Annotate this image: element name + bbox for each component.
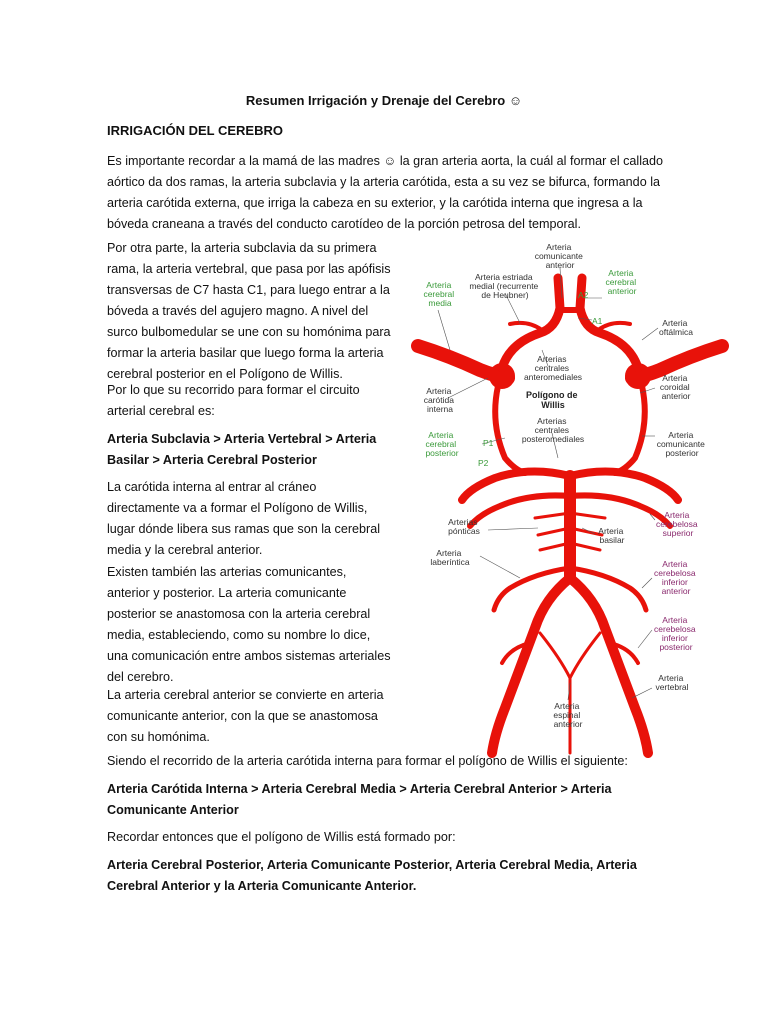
label-cerebral-media: Arteria cerebral media [423,280,455,308]
paragraph-recorrido: Por lo que su recorrido para formar el circuito arterial cerebral es: [107,383,360,418]
route-carotida: Arteria Carótida Interna > Arteria Cerebral Media > Arteria Cerebral Anterior > Arteria Comunicante Anterior [107,782,612,817]
label-oftalmica: Arteria oftálmica [658,318,694,337]
label-a1: A1 [592,316,603,326]
label-cerebral-anterior: Arteria cerebral anterior [605,268,637,296]
label-laberintica: Arteria laberíntica [430,548,470,567]
label-cerebelosa-inferior-posterior: Arteria cerebelosa inferior posterior [654,615,696,652]
paragraph-carotida: La carótida interna al entrar al cráneo directamente va a formar el Polígono de Willis, lugar dónde libera sus ramas que son la cerebral media y la cerebral anterior. [107,480,381,557]
circle-of-willis-diagram [410,238,730,758]
label-espinal-anterior: Arteria espinal anterior [553,701,583,729]
label-cerebelosa-superior: Arteria cerebelosa superior [656,510,698,538]
label-poligono-willis: Polígono de Willis [525,390,578,410]
label-basilar: Arteria basilar [598,526,625,545]
label-a2: A2 [578,290,589,300]
label-centrales-posteromediales: Arterias centrales posteromediales [521,416,585,444]
paragraph-recordar: Recordar entonces que el polígono de Willis está formado por: [107,830,456,844]
document-title: Resumen Irrigación y Drenaje del Cerebro ☺ [245,93,523,108]
route-vertebral: Arteria Subclavia > Arteria Vertebral > Arteria Basilar > Arteria Cerebral Posterior [107,432,377,467]
paragraph-comunicantes: Existen también las arterias comunicantes, anterior y posterior. La arteria comunicante posterior se anastomosa con la arteria cerebral media, estableciendo, como su nombre lo dice, una comunicación entre ambos sistemas arteriales del cerebro. [107,565,391,684]
label-vertebral: Arteria vertebral [655,673,689,692]
paragraph-poligono-componentes: Arteria Cerebral Posterior, Arteria Comunicante Posterior, Arteria Cerebral Media, Arteria Cerebral Anterior y la Arteria Comunicante Anterior. [107,858,637,893]
paragraph-intro: Es importante recordar a la mamá de las madres ☺ la gran arteria aorta, la cuál al formar el callado aórtico da dos ramas, la arteria subclavia y la arteria carótida, esta a su vez se bifurca, formando la arteria carótida externa, que irriga la cabeza en su exterior, y la carótida interna que ingresa a la bóveda craneana a través del conducto carotídeo de la porción petrosa del temporal. [107,154,664,231]
section-heading: IRRIGACIÓN DEL CEREBRO [107,123,283,138]
label-carotida-interna: Arteria carótida interna [423,386,454,414]
label-cerebelosa-inferior-anterior: Arteria cerebelosa inferior anterior [654,559,696,596]
paragraph-cerebral-anterior: La arteria cerebral anterior se convierte en arteria comunicante anterior, con la que se anastomosa con su homónima. [107,688,384,744]
paragraph-siendo: Siendo el recorrido de la arteria carótida interna para formar el polígono de Willis el siguiente: [107,754,628,768]
label-p2: P2 [478,458,489,468]
label-ponticas: Arterias pónticas [448,517,480,536]
label-p1: P1 [483,438,494,448]
label-centrales-anteromediales: Arterias centrales anteromediales [523,354,583,382]
label-cerebral-posterior: Arteria cerebral posterior [425,430,459,458]
label-estriada-medial: Arteria estriada medial (recurrente de Heubner) [469,272,539,300]
label-coroidal-anterior: Arteria coroidal anterior [659,373,691,401]
label-comunicante-posterior: Arteria comunicante posterior [656,430,705,458]
label-comunicante-anterior: Arteria comunicante anterior [534,242,583,270]
paragraph-subclavia: Por otra parte, la arteria subclavia da su primera rama, la arteria vertebral, que pasa por las apófisis transversas de C7 hasta C1, para luego entrar a la bóveda a través del agujero magno. A nivel del surco bulbomedular se une con su homónima para formar la arteria basilar que luego forma la arteria cerebral posterior en el Polígono de Willis. [107,241,391,381]
